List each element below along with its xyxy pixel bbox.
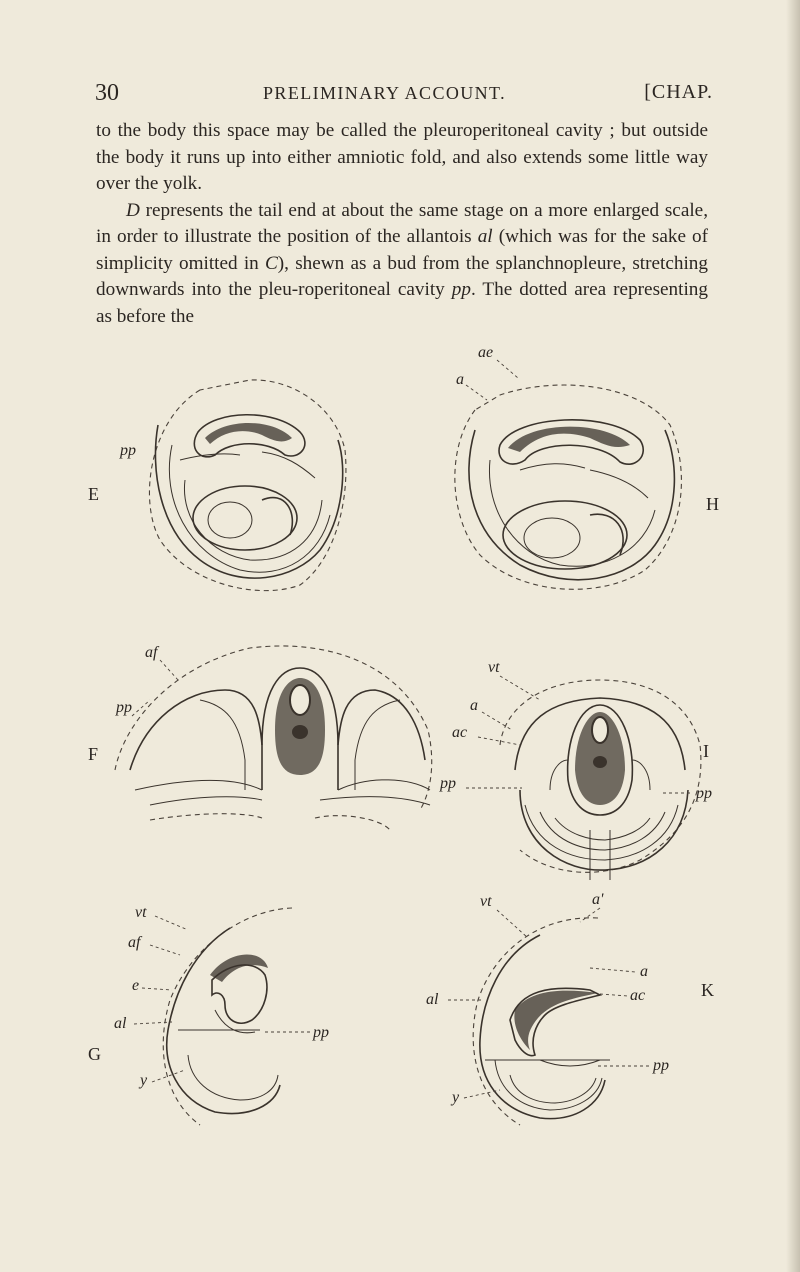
figure-ref-d: D bbox=[126, 199, 140, 221]
figure-i-letter: I bbox=[703, 741, 709, 761]
term-al: al bbox=[477, 226, 493, 247]
figure-h-label-a: a bbox=[456, 371, 464, 388]
figure-g-letter: G bbox=[88, 1044, 101, 1064]
figure-f-label-af: af bbox=[145, 644, 158, 661]
figure-f-label-pp: pp bbox=[116, 699, 132, 716]
figure-ref-c: C bbox=[264, 252, 278, 274]
figure-g bbox=[88, 904, 329, 1125]
figure-i-label-pp-left: pp bbox=[440, 775, 456, 792]
paragraph-2-text-b: (which was for the sake of simplicity omitted in bbox=[96, 226, 708, 274]
figure-g-label-vt: vt bbox=[135, 904, 147, 921]
figure-h-label-ae: ae bbox=[478, 344, 494, 361]
figure-e-letter: E bbox=[88, 484, 99, 504]
figure-e-label-pp: pp bbox=[120, 442, 136, 459]
figure-k-label-al: al bbox=[426, 991, 439, 1008]
figure-i-label-vt: vt bbox=[488, 659, 500, 676]
figure-i bbox=[439, 659, 712, 880]
figure-k-label-a: a bbox=[640, 963, 648, 980]
figure-k-letter: K bbox=[701, 980, 714, 1000]
figure-k-label-y: y bbox=[452, 1089, 460, 1106]
figure-k bbox=[426, 891, 714, 1125]
paragraph-1: to the body this space may be called the pleuroperitoneal cavity ; but outside the body it runs up into either amniotic fold, and also extends some little way over the yolk. bbox=[96, 120, 708, 194]
figure-k-label-a-prime: a' bbox=[592, 891, 604, 908]
figure-h bbox=[455, 344, 719, 589]
chapter-marker: [CHAP. bbox=[644, 81, 713, 103]
figure-g-label-pp: pp bbox=[313, 1024, 329, 1041]
page-title: PRELIMINARY ACCOUNT. bbox=[263, 83, 507, 103]
figure-f bbox=[88, 644, 432, 830]
figure-g-label-y: y bbox=[140, 1072, 148, 1089]
figure-k-label-ac: ac bbox=[630, 987, 646, 1004]
figure-i-label-a: a bbox=[470, 697, 478, 714]
paragraph-2-text-c: ), shewn as a bud from the splanchnopleure, stretching downwards into the pleu-roperitoneal cavity bbox=[96, 252, 708, 300]
figure-g-label-al: al bbox=[114, 1015, 127, 1032]
figure-e bbox=[88, 380, 346, 591]
figure-k-label-vt: vt bbox=[480, 893, 492, 910]
term-pp: pp bbox=[451, 279, 471, 300]
figure-h-letter: H bbox=[706, 494, 719, 514]
figure-k-label-pp: pp bbox=[653, 1057, 669, 1074]
figure-g-label-e: e bbox=[132, 977, 140, 994]
figure-i-label-ac: ac bbox=[452, 724, 468, 741]
figure-f-letter: F bbox=[88, 744, 99, 764]
paragraph-2-text-d: . The dotted area representing as before the bbox=[96, 279, 708, 327]
page-number: 30 bbox=[95, 80, 119, 106]
figure-g-label-af: af bbox=[128, 934, 141, 951]
figure-i-label-pp-right: pp bbox=[696, 785, 712, 802]
paragraph-2-text-a: represents the tail end at about the same stage on a more enlarged scale, in order to illustrate the position of the allantois bbox=[96, 199, 708, 247]
